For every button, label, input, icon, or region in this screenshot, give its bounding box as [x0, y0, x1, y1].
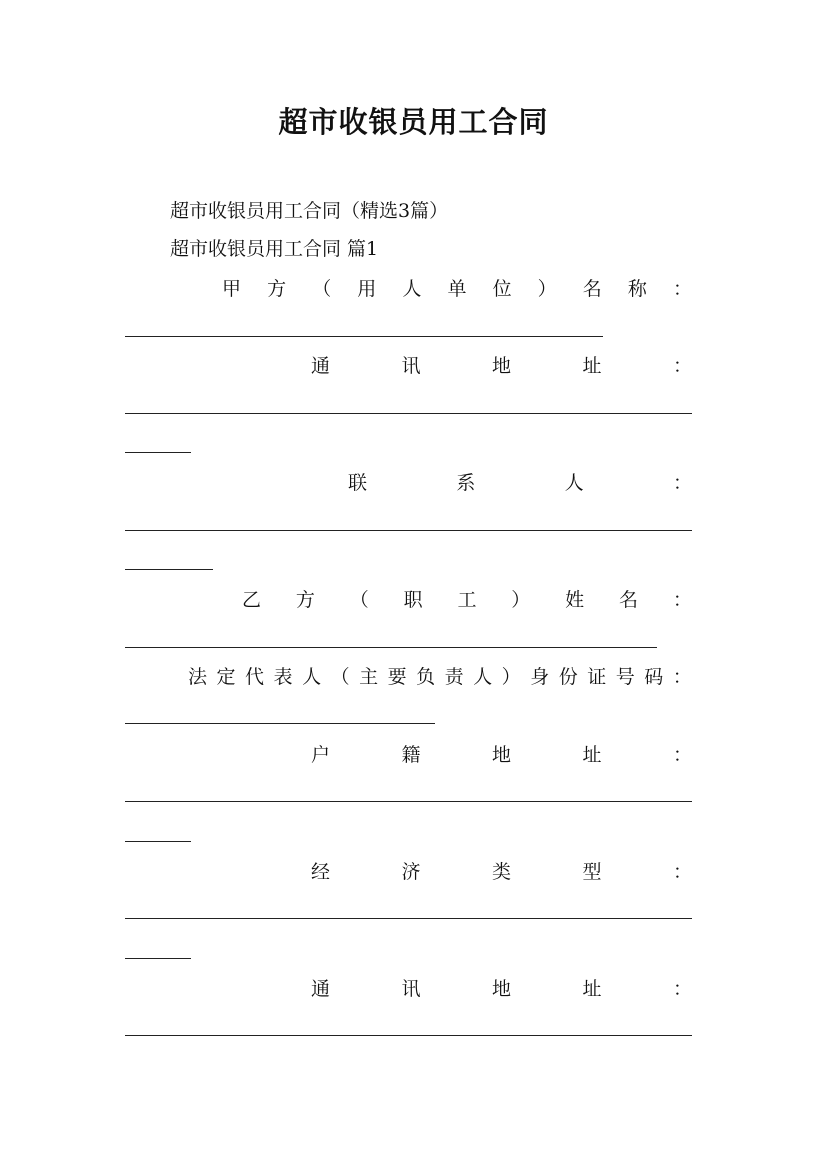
label-char: 单 [447, 278, 467, 300]
blank-line [125, 336, 603, 337]
label-char: （ [312, 278, 332, 300]
blank-line [125, 918, 692, 919]
label-char: 份 [558, 666, 578, 688]
label-char: ： [672, 278, 692, 300]
label-char: 甲 [222, 278, 242, 300]
label-char: 证 [587, 666, 607, 688]
label-char: 址 [582, 978, 602, 1000]
label-char: 表 [273, 666, 293, 688]
label-char: ： [672, 666, 692, 688]
label-char: （ [330, 666, 350, 688]
label-char: 乙 [242, 589, 262, 611]
label-char: ： [672, 472, 692, 494]
label-char: 人 [564, 472, 584, 494]
section-heading: 超市收银员用工合同 篇1 [170, 238, 379, 260]
label-char: 济 [401, 861, 421, 883]
blank-line [125, 452, 191, 453]
label-char: 通 [311, 978, 331, 1000]
label-char: 号 [615, 666, 635, 688]
label-char: 人 [473, 666, 493, 688]
label-char: 址 [582, 355, 602, 377]
field-party-b-name-label [242, 587, 692, 613]
label-char: 经 [311, 861, 331, 883]
label-char: 地 [491, 978, 511, 1000]
label-char: 负 [416, 666, 436, 688]
label-char: 地 [491, 355, 511, 377]
label-char: 姓 [565, 589, 585, 611]
label-char: ： [672, 589, 692, 611]
label-char: 身 [530, 666, 550, 688]
label-char: 籍 [401, 744, 421, 766]
label-char: 责 [444, 666, 464, 688]
field-household-address-label [311, 742, 692, 768]
label-char: 名 [582, 278, 602, 300]
label-char: 系 [456, 472, 476, 494]
field-mailing-address-label [311, 976, 692, 1002]
label-char: 址 [582, 744, 602, 766]
label-char: 要 [387, 666, 407, 688]
label-char: ： [672, 744, 692, 766]
blank-line [125, 958, 191, 959]
field-contact-person-label [348, 470, 692, 496]
label-char: 工 [457, 589, 477, 611]
label-char: 用 [357, 278, 377, 300]
label-char: ： [672, 978, 692, 1000]
field-legal-representative-id-label [188, 664, 692, 690]
label-char: 型 [582, 861, 602, 883]
label-char: 法 [188, 666, 208, 688]
label-char: ） [501, 666, 521, 688]
blank-line [125, 1035, 692, 1036]
label-char: 联 [348, 472, 368, 494]
blank-line [125, 841, 191, 842]
label-char: （ [349, 589, 369, 611]
label-char: 户 [311, 744, 331, 766]
blank-line [125, 647, 657, 648]
label-char: 名 [619, 589, 639, 611]
blank-line [125, 413, 692, 414]
label-char: 位 [492, 278, 512, 300]
blank-line [125, 530, 692, 531]
label-char: 讯 [401, 355, 421, 377]
label-char: 地 [491, 744, 511, 766]
label-char: 人 [302, 666, 322, 688]
label-char: ： [672, 355, 692, 377]
label-char: 主 [359, 666, 379, 688]
field-economic-type-label [311, 859, 692, 885]
document-subtitle: 超市收银员用工合同（精选3篇） [170, 200, 449, 222]
label-char: 通 [311, 355, 331, 377]
blank-line [125, 569, 213, 570]
document-title: 超市收银员用工合同 [278, 105, 549, 139]
label-char: ） [537, 278, 557, 300]
label-char: 讯 [401, 978, 421, 1000]
label-char: 码 [644, 666, 664, 688]
blank-line [125, 801, 692, 802]
label-char: 类 [491, 861, 511, 883]
label-char: 人 [402, 278, 422, 300]
label-char: 方 [267, 278, 287, 300]
field-contact-address-label [311, 353, 692, 379]
label-char: 代 [245, 666, 265, 688]
field-party-a-name-label [222, 276, 692, 302]
label-char: 方 [295, 589, 315, 611]
label-char: ： [672, 861, 692, 883]
label-char: 职 [403, 589, 423, 611]
label-char: ） [511, 589, 531, 611]
blank-line [125, 723, 435, 724]
label-char: 称 [627, 278, 647, 300]
label-char: 定 [216, 666, 236, 688]
